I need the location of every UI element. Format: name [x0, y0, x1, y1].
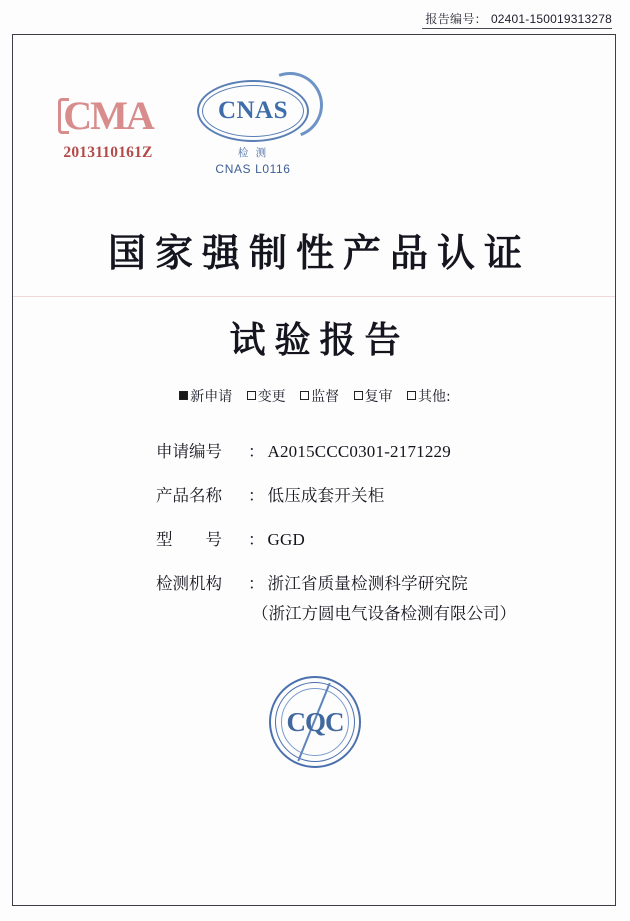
cnas-logo-text: CNAS	[217, 97, 289, 124]
checkbox-icon[interactable]	[354, 391, 363, 400]
cma-code: 2013110161Z	[63, 144, 153, 161]
field-colon: ：	[248, 486, 265, 505]
field-label: 检测机构	[156, 574, 222, 593]
field-value: 低压成套开关柜	[267, 486, 385, 505]
field-colon: ：	[248, 574, 265, 593]
certification-marks	[0, 80, 630, 190]
checkbox-item-review[interactable]	[354, 386, 393, 406]
checkbox-icon-checked[interactable]	[179, 391, 188, 400]
application-type-checkboxes	[0, 386, 630, 406]
report-number-label: 报告编号：	[425, 12, 487, 26]
page-subtitle: 试验报告	[229, 319, 410, 361]
cnas-mark-group	[178, 80, 328, 176]
report-number-underline	[422, 28, 612, 29]
checkbox-label: 复审	[364, 389, 393, 405]
page-title: 国家强制性产品认证	[107, 230, 531, 275]
report-number	[425, 10, 612, 27]
checkbox-item-change[interactable]	[247, 386, 286, 406]
field-testing-organization	[0, 570, 630, 594]
field-testing-organization-line2: （浙江方圆电气设备检测有限公司）	[252, 604, 516, 623]
checkbox-label: 变更	[257, 389, 286, 405]
field-label: 申请编号	[156, 442, 222, 461]
field-label: 型 号	[156, 530, 222, 549]
checkbox-item-supervision[interactable]	[300, 386, 339, 406]
cma-mark-group	[48, 93, 168, 162]
field-product-name	[0, 482, 630, 506]
checkbox-label: 监督	[311, 389, 340, 405]
checkbox-item-other[interactable]	[407, 386, 451, 406]
cnas-subtitle: 检 测	[237, 147, 269, 159]
field-value: GGD	[267, 530, 305, 549]
cnas-logo-icon	[197, 80, 309, 142]
cqc-logo-text: CQC	[286, 706, 344, 737]
report-number-value: 02401-150019313278	[490, 12, 612, 26]
field-value: 浙江省质量检测科学研究院	[267, 574, 468, 593]
field-model	[0, 526, 630, 550]
field-list	[0, 438, 630, 644]
field-label: 产品名称	[156, 486, 222, 505]
field-application-number	[0, 438, 630, 462]
cma-logo-icon: CMA	[63, 93, 153, 138]
cqc-seal-icon	[269, 676, 361, 768]
cnas-code: CNAS L0116	[215, 162, 291, 176]
field-colon: ：	[248, 530, 265, 549]
checkbox-item-new-application[interactable]	[179, 386, 232, 406]
field-colon: ：	[248, 442, 265, 461]
field-value: A2015CCC0301-2171229	[267, 442, 451, 461]
checkbox-icon[interactable]	[407, 391, 416, 400]
checkbox-label: 其他:	[418, 389, 451, 405]
scan-artifact-line	[13, 296, 615, 297]
checkbox-icon[interactable]	[300, 391, 309, 400]
checkbox-label: 新申请	[190, 389, 233, 405]
checkbox-icon[interactable]	[247, 391, 256, 400]
